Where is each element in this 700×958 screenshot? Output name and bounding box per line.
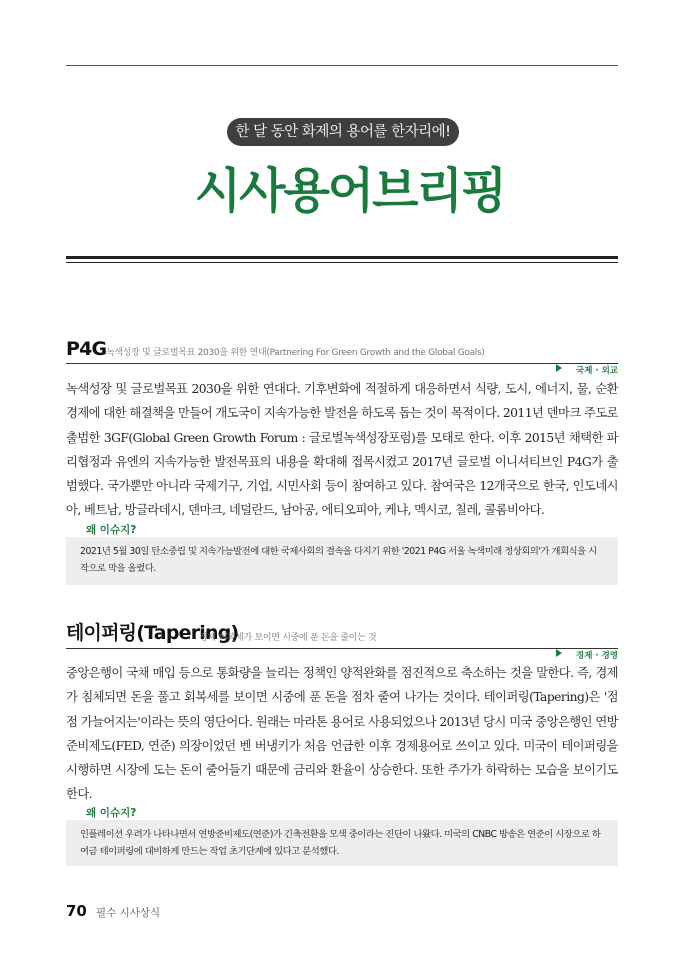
term-description: 녹색성장 및 글로벌목표 2030을 위한 연대(Partnering For Green Growth and the Global Goals) [106, 348, 485, 358]
term-body: 녹색성장 및 글로벌목표 2030을 위한 연대다. 기후변화에 적절하게 대응하면서 식량, 도시, 에너지, 물, 순환경제에 대한 해결책을 만들어 개도국이 지속가능한 발전을 하도록 돕는 것이 목적이다. 2011년 덴마크 주도로 출범한 3GF(Global Green Growth Forum : 글로벌녹색성장포럼)를 모태로 한다. 이후 2015년 채택한 파리협정과 유엔의 지속가능한 발전목표의 내용을 확대해 접목시켰고 2017년 글로벌 이니셔티브인 P4G가 출범했다. 국가뿐만 아니라 국제기구, 기업, 시민사회 등이 참여하고 있다. 참여국은 12개국으로 한국, 인도네시아, 베트남, 방글라데시, 덴마크, 네덜란드, 남아공, 에티오피아, 케냐, 멕시코, 칠레, 콜롬비아다. [66, 382, 618, 518]
term-rule [66, 648, 618, 649]
term-category: 국제 · 외교 [576, 366, 618, 376]
footer-label: 필수 시사상식 [95, 907, 161, 919]
title-rule-thick [66, 256, 618, 259]
top-rule [66, 65, 618, 66]
term-header-p4g [66, 338, 618, 376]
term-body: 중앙은행이 국채 매입 등으로 통화량을 늘리는 정책인 양적완화를 점진적으로 축소하는 것을 말한다. 즉, 경제가 침체되면 돈을 풀고 회복세를 보이면 시중에 푼 돈을 점차 줄여 나가는 것이다. 테이퍼링(Tapering)은 '점점 가늘어지는'이라는 뜻의 영단어다. 원래는 마라톤 용어로 사용되었으나 2013년 당시 미국 중앙은행인 연방준비제도(FED, 연준) 의장이었던 벤 버냉키가 처음 언급한 이후 경제용어로 쓰이고 있다. 미국이 테이퍼링을 시행하면 시장에 도는 돈이 줄어들기 때문에 금리와 환율이 상승한다. 또한 주가가 하락하는 모습을 보이기도 한다. [66, 666, 618, 802]
term-description: 경제 회복세가 보이면 시중에 푼 돈을 줄이는 것 [199, 633, 377, 643]
term-name: P4G [66, 338, 107, 360]
issue-label: 왜 이슈지? [86, 807, 137, 819]
page-number: 70 [66, 902, 87, 920]
issue-box: 2021년 5월 30일 탄소중립 및 지속가능발전에 대한 국제사회의 결속을 다지기 위한 '2021 P4G 서울 녹색미래 정상회의'가 개회식을 시작으로 막을 올렸다. [66, 537, 618, 585]
term-rule [66, 363, 618, 364]
header-tagline: 한 달 동안 화제의 용어를 한자리에! [227, 118, 459, 146]
term-header-tapering [66, 622, 618, 661]
issue-label: 왜 이슈지? [86, 524, 137, 536]
triangle-marker-icon [556, 364, 562, 372]
triangle-marker-icon [556, 649, 562, 657]
footer [66, 901, 160, 920]
issue-box: 인플레이션 우려가 나타나면서 연방준비제도(연준)가 긴축전환을 모색 중이라는 진단이 나왔다. 미국의 CNBC 방송은 연준이 시장으로 하여금 테이퍼링에 대비하게 만드는 작업 초기단계에 있다고 분석했다. [66, 820, 618, 866]
page-title: 시사용어브리핑 [194, 163, 506, 219]
title-rule-thin [66, 262, 618, 263]
term-name: 테이퍼링(Tapering) [66, 622, 239, 644]
term-category: 경제 · 경영 [576, 651, 618, 661]
